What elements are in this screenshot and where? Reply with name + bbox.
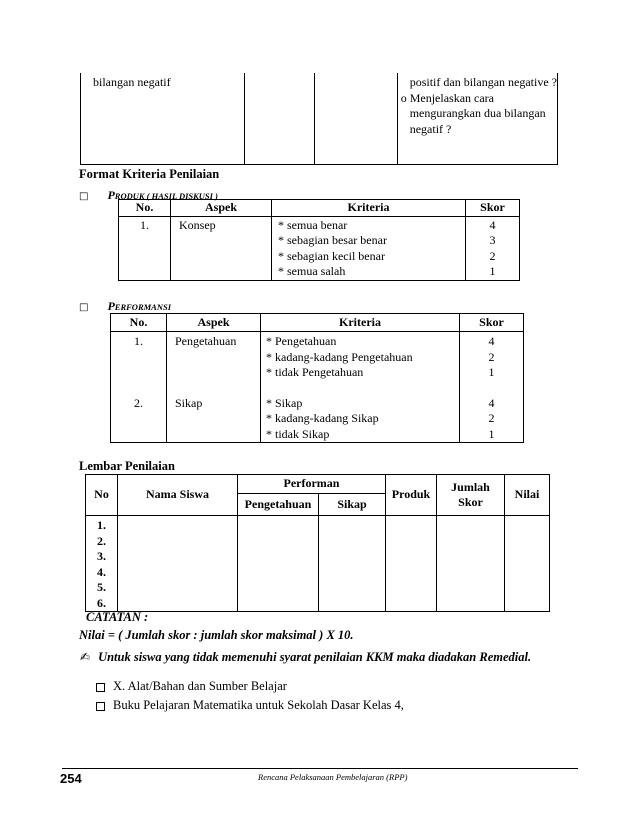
performansi-row	[111, 332, 524, 443]
performansi-header-kriteria: Kriteria	[261, 314, 460, 332]
performansi-header-no: No.	[111, 314, 167, 332]
list-item: X. Alat/Bahan dan Sumber Belajar	[96, 679, 287, 694]
produk-header-kriteria: Kriteria	[272, 200, 466, 217]
produk-row-skor: 4 3 2 1	[466, 216, 520, 280]
checkbox-icon	[96, 683, 105, 692]
lembar-header-row-1	[86, 475, 550, 494]
footer-rule	[62, 768, 578, 769]
checkbox-icon	[96, 702, 105, 711]
produk-table	[118, 199, 520, 281]
lembar-header-pengetahuan: Pengetahuan	[238, 494, 319, 516]
performansi-table-header	[111, 314, 524, 332]
catatan-remedial: ✍ Untuk siswa yang tidak memenuhi syarat penilaian KKM maka diadakan Remedial.	[80, 650, 532, 664]
lembar-cell-pengetahuan	[238, 516, 319, 612]
lembar-header-performan: Performan	[238, 475, 386, 494]
performansi-header-skor: Skor	[460, 314, 524, 332]
lembar-header-no: No	[86, 475, 118, 516]
footer-title: Rencana Pelaksanaan Pembelajaran (RPP)	[258, 772, 408, 782]
performansi-table	[110, 313, 524, 443]
produk-header-aspek: Aspek	[171, 200, 272, 217]
catatan-label: CATATAN :	[86, 610, 149, 624]
performansi-row-aspek: Pengetahuan Sikap	[167, 332, 261, 443]
produk-row-kriteria: * semua benar * sebagian besar benar * sebagian kecil benar * semua salah	[272, 216, 466, 280]
page-number: 254	[60, 771, 82, 786]
list-item: Buku Pelajaran Matematika untuk Sekolah Dasar Kelas 4,	[96, 698, 404, 713]
lembar-numbers: 1. 2. 3. 4. 5. 6.	[86, 516, 118, 612]
writing-hand-icon: ✍	[80, 650, 91, 664]
lembar-header-nilai: Nilai	[505, 475, 550, 516]
lembar-body-row	[86, 516, 550, 612]
lembar-cell-nama	[118, 516, 238, 612]
square-bullet-icon: □	[79, 191, 89, 202]
produk-header-no: No.	[119, 200, 171, 217]
produk-heading: □ PRODUK ( HASIL DISKUSI )	[79, 188, 218, 202]
top-table-cell-4: positif dan bilangan negative ? o Menjelaskan cara mengurangkan dua bilangan negatif ?	[397, 73, 557, 164]
performansi-row-no: 1. 2.	[111, 332, 167, 443]
lembar-table	[85, 474, 550, 612]
lembar-title: Lembar Penilaian	[79, 459, 175, 473]
performansi-header-aspek: Aspek	[167, 314, 261, 332]
produk-header-skor: Skor	[466, 200, 520, 217]
lembar-cell-nilai	[505, 516, 550, 612]
format-title: Format Kriteria Penilaian	[79, 167, 220, 181]
lembar-header-nama: Nama Siswa	[118, 475, 238, 516]
lembar-cell-sikap	[319, 516, 386, 612]
produk-row-aspek: Konsep	[171, 216, 272, 280]
produk-row	[119, 216, 520, 280]
lembar-header-sikap: Sikap	[319, 494, 386, 516]
lembar-cell-jumlah	[437, 516, 505, 612]
lembar-header-produk: Produk	[386, 475, 437, 516]
performansi-heading: □ PERFORMANSI	[79, 299, 172, 313]
top-table-cell-1: bilangan negatif	[81, 73, 245, 164]
square-bullet-icon: □	[79, 302, 89, 313]
performansi-row-skor: 4 2 1 4 2 1	[460, 332, 524, 443]
top-table-cell-2	[245, 73, 315, 164]
produk-table-header	[119, 200, 520, 217]
top-table-cell-3	[315, 73, 397, 164]
catatan-formula: Nilai = ( Jumlah skor : jumlah skor maksimal ) X 10.	[79, 628, 354, 642]
lembar-cell-produk	[386, 516, 437, 612]
lembar-header-jumlah: Jumlah Skor	[437, 475, 505, 516]
top-table	[80, 73, 558, 165]
produk-row-no: 1.	[119, 216, 171, 280]
performansi-row-kriteria: * Pengetahuan * kadang-kadang Pengetahuan * tidak Pengetahuan * Sikap * kadang-kadang Sikap * tidak Sikap	[261, 332, 460, 443]
